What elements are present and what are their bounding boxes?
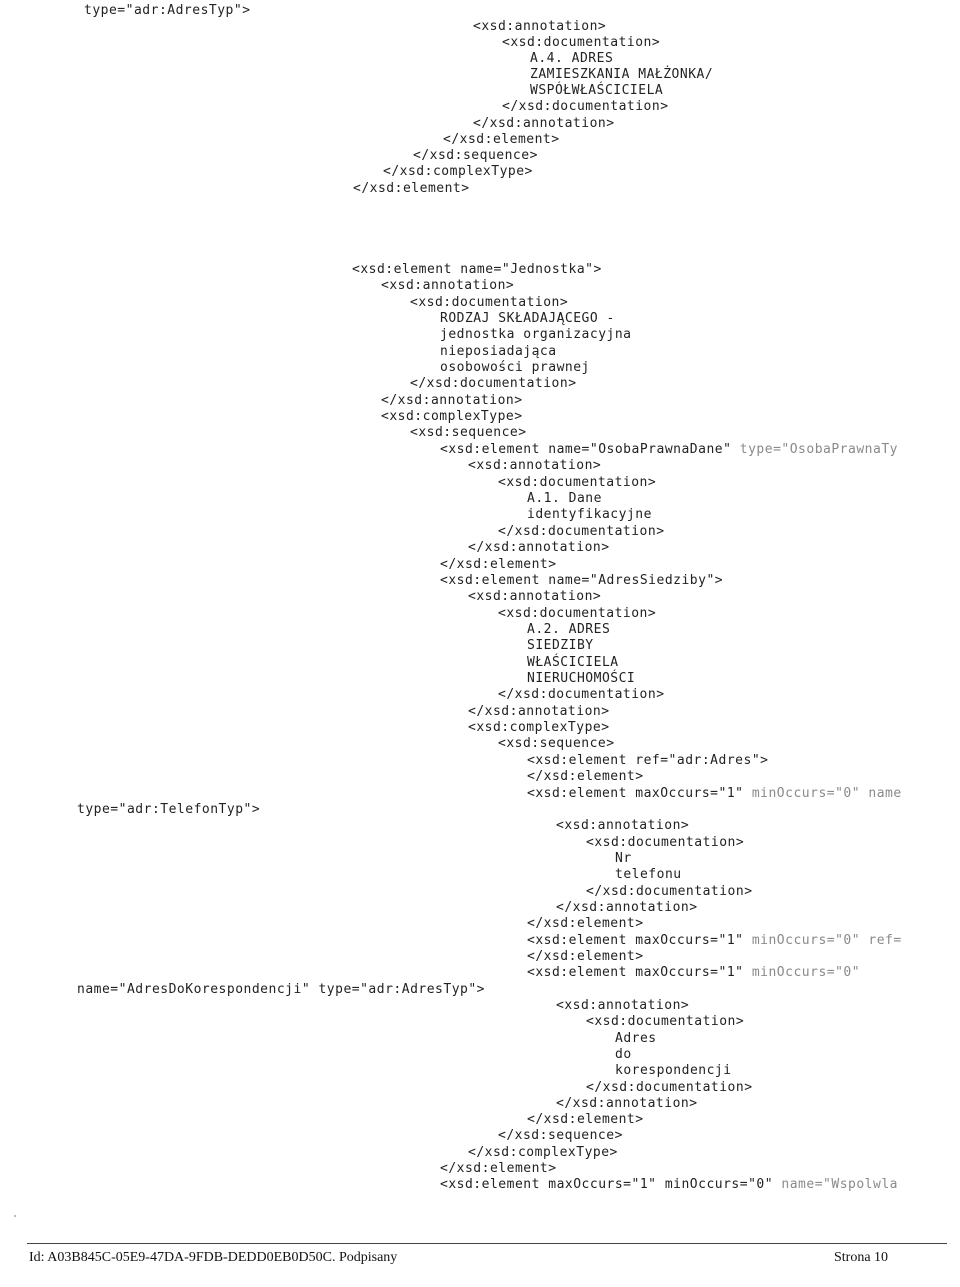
footer-page-number: Strona 10 — [834, 1250, 889, 1265]
xml-line: <xsd:sequence> — [498, 736, 615, 751]
xml-line: Adres — [615, 1031, 657, 1046]
xml-line: </xsd:element> — [527, 916, 644, 931]
xml-line: type="adr:AdresTyp"> — [84, 3, 251, 18]
xml-line: </xsd:element> — [527, 769, 644, 784]
xml-line: </xsd:element> — [440, 1161, 557, 1176]
xml-line: </xsd:documentation> — [586, 1080, 753, 1095]
xml-line: <xsd:annotation> — [556, 818, 690, 833]
xml-line: </xsd:element> — [527, 1112, 644, 1127]
xml-line: <xsd:sequence> — [410, 425, 527, 440]
xml-line: </xsd:sequence> — [498, 1128, 623, 1143]
xml-line: <xsd:element maxOccurs="1" minOccurs="0" ref= — [527, 933, 902, 948]
xml-line: </xsd:element> — [440, 557, 557, 572]
xml-line: RODZAJ SKŁADAJĄCEGO - — [440, 311, 615, 326]
xml-line: telefonu — [615, 867, 682, 882]
xml-line: </xsd:element> — [353, 181, 470, 196]
xml-line: SIEDZIBY — [527, 638, 594, 653]
xml-line: A.4. ADRES — [530, 51, 614, 66]
xml-line: identyfikacyjne — [527, 507, 652, 522]
xml-line: </xsd:documentation> — [586, 884, 753, 899]
xml-line: <xsd:documentation> — [586, 1014, 745, 1029]
xml-line: osobowości prawnej — [440, 360, 590, 375]
xml-line: </xsd:complexType> — [468, 1145, 618, 1160]
xml-line: <xsd:element maxOccurs="1" minOccurs="0" name — [527, 786, 902, 801]
xml-line: Nr — [615, 851, 632, 866]
xml-line: <xsd:documentation> — [498, 606, 657, 621]
xml-line: <xsd:element name="OsobaPrawnaDane" type="OsobaPrawnaTy — [440, 442, 898, 457]
xml-line: </xsd:element> — [443, 132, 560, 147]
xml-line: NIERUCHOMOŚCI — [527, 671, 636, 686]
footer-divider — [27, 1243, 947, 1244]
xml-line: <xsd:annotation> — [468, 458, 602, 473]
xml-line: <xsd:complexType> — [381, 409, 523, 424]
xml-line: <xsd:complexType> — [468, 720, 610, 735]
xml-line: WŁAŚCICIELA — [527, 655, 619, 670]
xml-line: </xsd:complexType> — [383, 164, 533, 179]
xml-line: name="AdresDoKorespondencji" type="adr:AdresTyp"> — [77, 982, 486, 997]
xml-line: <xsd:element ref="adr:Adres"> — [527, 753, 769, 768]
xml-line: <xsd:element name="Jednostka"> — [352, 262, 602, 277]
xml-line: <xsd:documentation> — [502, 35, 661, 50]
xml-line: ZAMIESZKANIA MAŁŻONKA/ — [530, 67, 714, 82]
xml-line: </xsd:documentation> — [502, 99, 669, 114]
xml-line: </xsd:annotation> — [556, 900, 698, 915]
xml-line: </xsd:annotation> — [381, 393, 523, 408]
xml-line: <xsd:element name="AdresSiedziby"> — [440, 573, 724, 588]
xml-line: </xsd:documentation> — [498, 687, 665, 702]
xml-line: do — [615, 1047, 632, 1062]
xml-line: <xsd:annotation> — [381, 278, 515, 293]
xml-line: </xsd:annotation> — [468, 704, 610, 719]
xml-line: WSPÓŁWŁAŚCICIELA — [530, 83, 664, 98]
xml-line: </xsd:annotation> — [473, 116, 615, 131]
xml-line: </xsd:annotation> — [556, 1096, 698, 1111]
scan-speck — [14, 1215, 16, 1217]
xml-line: A.2. ADRES — [527, 622, 611, 637]
xml-line: </xsd:documentation> — [498, 524, 665, 539]
xml-line: <xsd:annotation> — [556, 998, 690, 1013]
xml-line: <xsd:annotation> — [473, 19, 607, 34]
xml-line: <xsd:documentation> — [498, 475, 657, 490]
xml-line: <xsd:documentation> — [586, 835, 745, 850]
xml-line: jednostka organizacyjna — [440, 327, 632, 342]
xml-line: type="adr:TelefonTyp"> — [77, 802, 261, 817]
xml-line: </xsd:element> — [527, 949, 644, 964]
footer-document-id: Id: A03B845C-05E9-47DA-9FDB-DEDD0EB0D50C. Podpisany — [29, 1250, 398, 1265]
xml-line: <xsd:element maxOccurs="1" minOccurs="0" — [527, 965, 861, 980]
xml-line: A.1. Dane — [527, 491, 602, 506]
xml-line: <xsd:documentation> — [410, 295, 569, 310]
xml-line: korespondencji — [615, 1063, 732, 1078]
xml-line: </xsd:documentation> — [410, 376, 577, 391]
xml-line: <xsd:annotation> — [468, 589, 602, 604]
xml-line: nieposiadająca — [440, 344, 557, 359]
xml-line: <xsd:element maxOccurs="1" minOccurs="0" name="Wspolwla — [440, 1177, 898, 1192]
xml-line: </xsd:annotation> — [468, 540, 610, 555]
xml-line: </xsd:sequence> — [413, 148, 538, 163]
